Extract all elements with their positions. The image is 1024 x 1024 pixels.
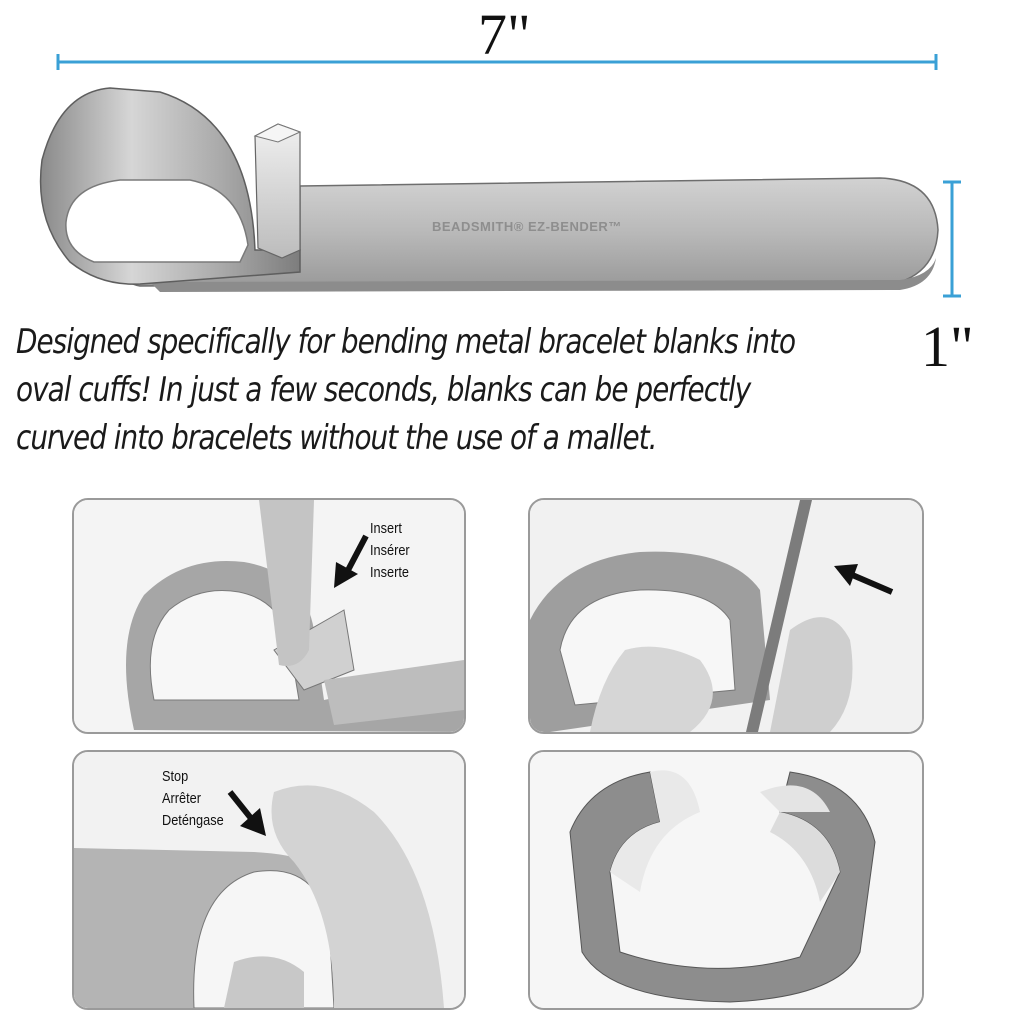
finished-cuff-photo [530,752,922,1008]
ez-bender-tool-image [41,88,938,292]
callout-line: Deténgase [162,812,224,829]
height-label: 1" [921,314,974,379]
engraving-text: BEADSMITH® EZ-BENDER™ [432,219,622,234]
callout-line: Inserte [370,564,409,581]
step-panel-finished-cuff [528,750,924,1010]
product-description [16,318,796,462]
description-line: oval cuffs! In just a few seconds, blanks can be perfectly [16,370,751,410]
arrow-down-left-icon [332,532,372,592]
callout-line: Stop [162,768,189,785]
step-photo-bend [530,500,922,732]
height-dimension-line [943,182,961,296]
callout-line: Insert [370,520,402,537]
arrow-left-icon [832,562,896,598]
callout-line: Arrêter [162,790,201,807]
step-panel-insert [72,498,466,734]
description-line: Designed specifically for bending metal bracelet blanks into [16,322,796,362]
step-panel-bend [528,498,924,734]
callout-line: Insérer [370,542,410,559]
arrow-down-right-icon [226,788,270,840]
insert-callout [370,518,410,584]
step-panel-stop [72,750,466,1010]
stop-callout [162,766,224,832]
width-label: 7" [478,2,531,67]
description-line: curved into bracelets without the use of a mallet. [16,418,657,458]
